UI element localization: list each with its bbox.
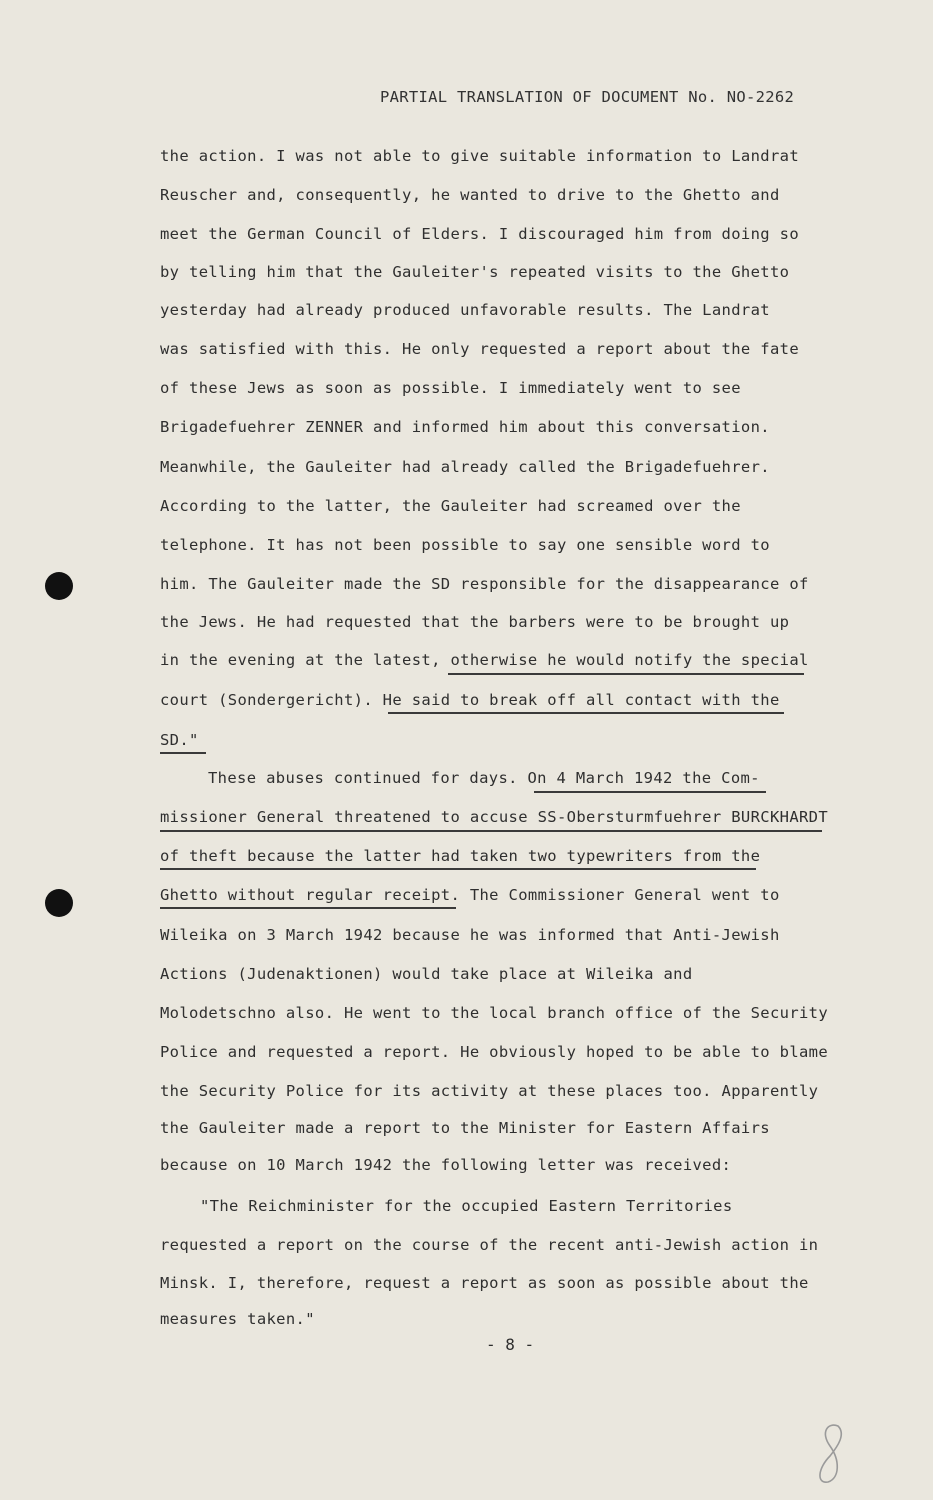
text-line: the Jews. He had requested that the barbers were to be brought up xyxy=(160,613,790,631)
text-line: the action. I was not able to give suitable information to Landrat xyxy=(160,147,799,165)
text-line: yesterday had already produced unfavorable results. The Landrat xyxy=(160,301,770,319)
underline xyxy=(388,712,784,714)
text-line: because on 10 March 1942 the following letter was received: xyxy=(160,1156,732,1174)
text-line: SD." xyxy=(160,731,199,749)
text-line: measures taken." xyxy=(160,1310,315,1328)
text-line: the Security Police for its activity at these places too. Apparently xyxy=(160,1082,819,1100)
text-line: meet the German Council of Elders. I discouraged him from doing so xyxy=(160,225,799,243)
text-line: of these Jews as soon as possible. I immediately went to see xyxy=(160,379,741,397)
document-header: PARTIAL TRANSLATION OF DOCUMENT No. NO-2262 xyxy=(380,88,795,106)
text-line: Reuscher and, consequently, he wanted to drive to the Ghetto and xyxy=(160,186,780,204)
punch-hole-top xyxy=(45,572,73,600)
underline xyxy=(160,830,822,832)
text-line: Brigadefuehrer ZENNER and informed him about this conversation. xyxy=(160,418,770,436)
text-line: These abuses continued for days. On 4 March 1942 the Com- xyxy=(208,769,760,787)
handwritten-page-mark xyxy=(810,1420,850,1490)
text-line: telephone. It has not been possible to say one sensible word to xyxy=(160,536,770,554)
text-line: by telling him that the Gauleiter's repeated visits to the Ghetto xyxy=(160,263,790,281)
text-line: was satisfied with this. He only requested a report about the fate xyxy=(160,340,799,358)
underline xyxy=(160,907,456,909)
text-line: in the evening at the latest, otherwise he would notify the special xyxy=(160,651,809,669)
text-line: him. The Gauleiter made the SD responsible for the disappearance of xyxy=(160,575,809,593)
underline xyxy=(534,791,766,793)
underline xyxy=(448,673,804,675)
page-number: - 8 - xyxy=(486,1335,535,1354)
text-line: According to the latter, the Gauleiter had screamed over the xyxy=(160,497,741,515)
text-line: Molodetschno also. He went to the local branch office of the Security xyxy=(160,1004,829,1022)
underline xyxy=(160,752,206,754)
underline xyxy=(160,868,756,870)
text-line: Meanwhile, the Gauleiter had already called the Brigadefuehrer. xyxy=(160,458,770,476)
punch-hole-bottom xyxy=(45,889,73,917)
text-line: missioner General threatened to accuse SS-Obersturmfuehrer BURCKHARDT xyxy=(160,808,829,826)
text-line: Wileika on 3 March 1942 because he was informed that Anti-Jewish xyxy=(160,926,780,944)
text-line: Ghetto without regular receipt. The Commissioner General went to xyxy=(160,886,780,904)
text-line: "The Reichminister for the occupied Eastern Territories xyxy=(200,1197,733,1215)
text-line: court (Sondergericht). He said to break off all contact with the xyxy=(160,691,780,709)
text-line: requested a report on the course of the recent anti-Jewish action in xyxy=(160,1236,819,1254)
text-line: Minsk. I, therefore, request a report as soon as possible about the xyxy=(160,1274,809,1292)
text-line: the Gauleiter made a report to the Minister for Eastern Affairs xyxy=(160,1119,770,1137)
text-line: Police and requested a report. He obviously hoped to be able to blame xyxy=(160,1043,829,1061)
text-line: Actions (Judenaktionen) would take place at Wileika and xyxy=(160,965,693,983)
text-line: of theft because the latter had taken two typewriters from the xyxy=(160,847,761,865)
